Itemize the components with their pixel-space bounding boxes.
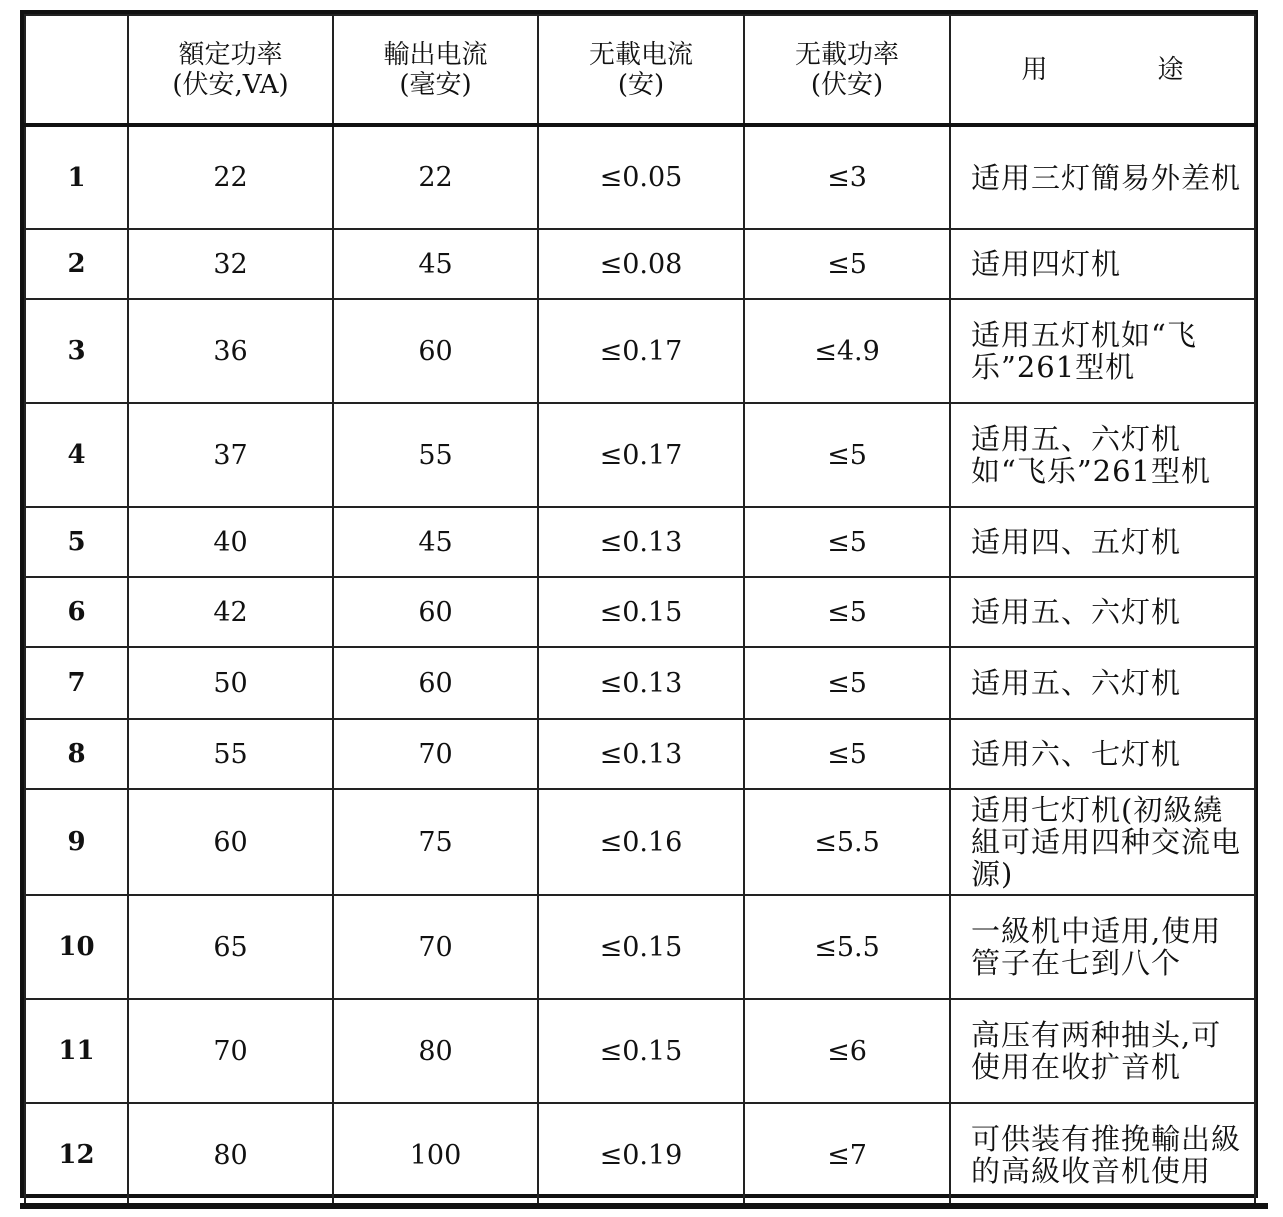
noload-power-cell: ≤4.9 bbox=[744, 299, 950, 403]
noload-power-cell: ≤5 bbox=[744, 577, 950, 647]
usage-cell: 适用五、六灯机 bbox=[950, 647, 1255, 719]
table-row bbox=[25, 1103, 1255, 1207]
row-number: 4 bbox=[25, 403, 128, 507]
header-noload-power-line1: 无載功率 bbox=[794, 39, 899, 70]
table-row bbox=[25, 299, 1255, 403]
output-current-cell: 45 bbox=[333, 229, 538, 299]
noload-current-cell: ≤0.17 bbox=[538, 299, 744, 403]
header-output-current-line2: (毫安) bbox=[399, 69, 472, 100]
output-current-cell: 45 bbox=[333, 507, 538, 577]
row-number: 11 bbox=[25, 999, 128, 1103]
rated-power-cell: 55 bbox=[128, 719, 333, 789]
table-row bbox=[25, 789, 1255, 895]
rated-power-cell: 70 bbox=[128, 999, 333, 1103]
usage-cell: 适用五、六灯机如“飞乐”261型机 bbox=[950, 403, 1255, 507]
usage-cell: 适用五、六灯机 bbox=[950, 577, 1255, 647]
usage-cell: 适用六、七灯机 bbox=[950, 719, 1255, 789]
bottom-rule bbox=[20, 1203, 1268, 1209]
output-current-cell: 60 bbox=[333, 577, 538, 647]
table-row bbox=[25, 647, 1255, 719]
noload-power-cell: ≤5 bbox=[744, 229, 950, 299]
row-number: 12 bbox=[25, 1103, 128, 1207]
rated-power-cell: 40 bbox=[128, 507, 333, 577]
output-current-cell: 55 bbox=[333, 403, 538, 507]
usage-cell: 适用四、五灯机 bbox=[950, 507, 1255, 577]
output-current-cell: 22 bbox=[333, 125, 538, 229]
header-rated-power-line1: 額定功率 bbox=[178, 39, 283, 70]
table-row bbox=[25, 719, 1255, 789]
row-number: 3 bbox=[25, 299, 128, 403]
noload-current-cell: ≤0.05 bbox=[538, 125, 744, 229]
noload-power-cell: ≤3 bbox=[744, 125, 950, 229]
header-noload-power-line2: (伏安) bbox=[810, 69, 884, 100]
row-number: 6 bbox=[25, 577, 128, 647]
noload-power-cell: ≤5 bbox=[744, 647, 950, 719]
noload-current-cell: ≤0.13 bbox=[538, 647, 744, 719]
output-current-cell: 60 bbox=[333, 647, 538, 719]
rated-power-cell: 50 bbox=[128, 647, 333, 719]
noload-current-cell: ≤0.08 bbox=[538, 229, 744, 299]
table-row bbox=[25, 229, 1255, 299]
header-usage-left: 用 bbox=[1021, 54, 1048, 85]
table-row bbox=[25, 895, 1255, 999]
rated-power-cell: 37 bbox=[128, 403, 333, 507]
header-row bbox=[25, 15, 1255, 125]
header-output-current-line1: 輸出电流 bbox=[383, 39, 488, 70]
table-row bbox=[25, 403, 1255, 507]
header-rated-power-line2: (伏安,VA) bbox=[172, 69, 289, 100]
noload-power-cell: ≤5 bbox=[744, 719, 950, 789]
transformer-spec-table-frame bbox=[20, 10, 1258, 1198]
noload-current-cell: ≤0.19 bbox=[538, 1103, 744, 1207]
rated-power-cell: 36 bbox=[128, 299, 333, 403]
usage-cell: 高压有两种抽头,可使用在收扩音机 bbox=[950, 999, 1255, 1103]
usage-cell: 适用七灯机(初級繞組可适用四种交流电源) bbox=[950, 789, 1255, 895]
output-current-cell: 100 bbox=[333, 1103, 538, 1207]
output-current-cell: 80 bbox=[333, 999, 538, 1103]
row-number: 2 bbox=[25, 229, 128, 299]
rated-power-cell: 22 bbox=[128, 125, 333, 229]
rated-power-cell: 42 bbox=[128, 577, 333, 647]
noload-power-cell: ≤5.5 bbox=[744, 895, 950, 999]
row-number: 10 bbox=[25, 895, 128, 999]
output-current-cell: 75 bbox=[333, 789, 538, 895]
output-current-cell: 70 bbox=[333, 719, 538, 789]
header-noload-current bbox=[538, 15, 744, 125]
rated-power-cell: 65 bbox=[128, 895, 333, 999]
rated-power-cell: 80 bbox=[128, 1103, 333, 1207]
noload-current-cell: ≤0.16 bbox=[538, 789, 744, 895]
rated-power-cell: 32 bbox=[128, 229, 333, 299]
usage-cell: 适用五灯机如“飞乐”261型机 bbox=[950, 299, 1255, 403]
noload-current-cell: ≤0.15 bbox=[538, 999, 744, 1103]
row-number: 8 bbox=[25, 719, 128, 789]
table-row bbox=[25, 577, 1255, 647]
table-row bbox=[25, 999, 1255, 1103]
noload-current-cell: ≤0.15 bbox=[538, 895, 744, 999]
header-rated-power bbox=[128, 15, 333, 125]
rated-power-cell: 60 bbox=[128, 789, 333, 895]
noload-power-cell: ≤5 bbox=[744, 507, 950, 577]
header-noload-current-line2: (安) bbox=[617, 69, 665, 100]
noload-power-cell: ≤7 bbox=[744, 1103, 950, 1207]
noload-power-cell: ≤6 bbox=[744, 999, 950, 1103]
header-usage-right: 途 bbox=[1157, 54, 1184, 85]
table-body bbox=[25, 125, 1255, 1207]
noload-current-cell: ≤0.13 bbox=[538, 507, 744, 577]
transformer-spec-table bbox=[24, 14, 1256, 1208]
header-noload-current-line1: 无載电流 bbox=[588, 39, 693, 70]
usage-cell: 可供装有推挽輸出級的高級收音机使用 bbox=[950, 1103, 1255, 1207]
header-usage bbox=[950, 15, 1255, 125]
usage-cell: 适用四灯机 bbox=[950, 229, 1255, 299]
noload-current-cell: ≤0.15 bbox=[538, 577, 744, 647]
usage-cell: 适用三灯簡易外差机 bbox=[950, 125, 1255, 229]
row-number: 5 bbox=[25, 507, 128, 577]
noload-power-cell: ≤5 bbox=[744, 403, 950, 507]
table-row bbox=[25, 125, 1255, 229]
table-row bbox=[25, 507, 1255, 577]
row-number: 7 bbox=[25, 647, 128, 719]
header-noload-power bbox=[744, 15, 950, 125]
noload-current-cell: ≤0.13 bbox=[538, 719, 744, 789]
noload-power-cell: ≤5.5 bbox=[744, 789, 950, 895]
header-index bbox=[25, 15, 128, 125]
row-number: 9 bbox=[25, 789, 128, 895]
usage-cell: 一級机中适用,使用管子在七到八个 bbox=[950, 895, 1255, 999]
noload-current-cell: ≤0.17 bbox=[538, 403, 744, 507]
header-output-current bbox=[333, 15, 538, 125]
row-number: 1 bbox=[25, 125, 128, 229]
output-current-cell: 60 bbox=[333, 299, 538, 403]
output-current-cell: 70 bbox=[333, 895, 538, 999]
